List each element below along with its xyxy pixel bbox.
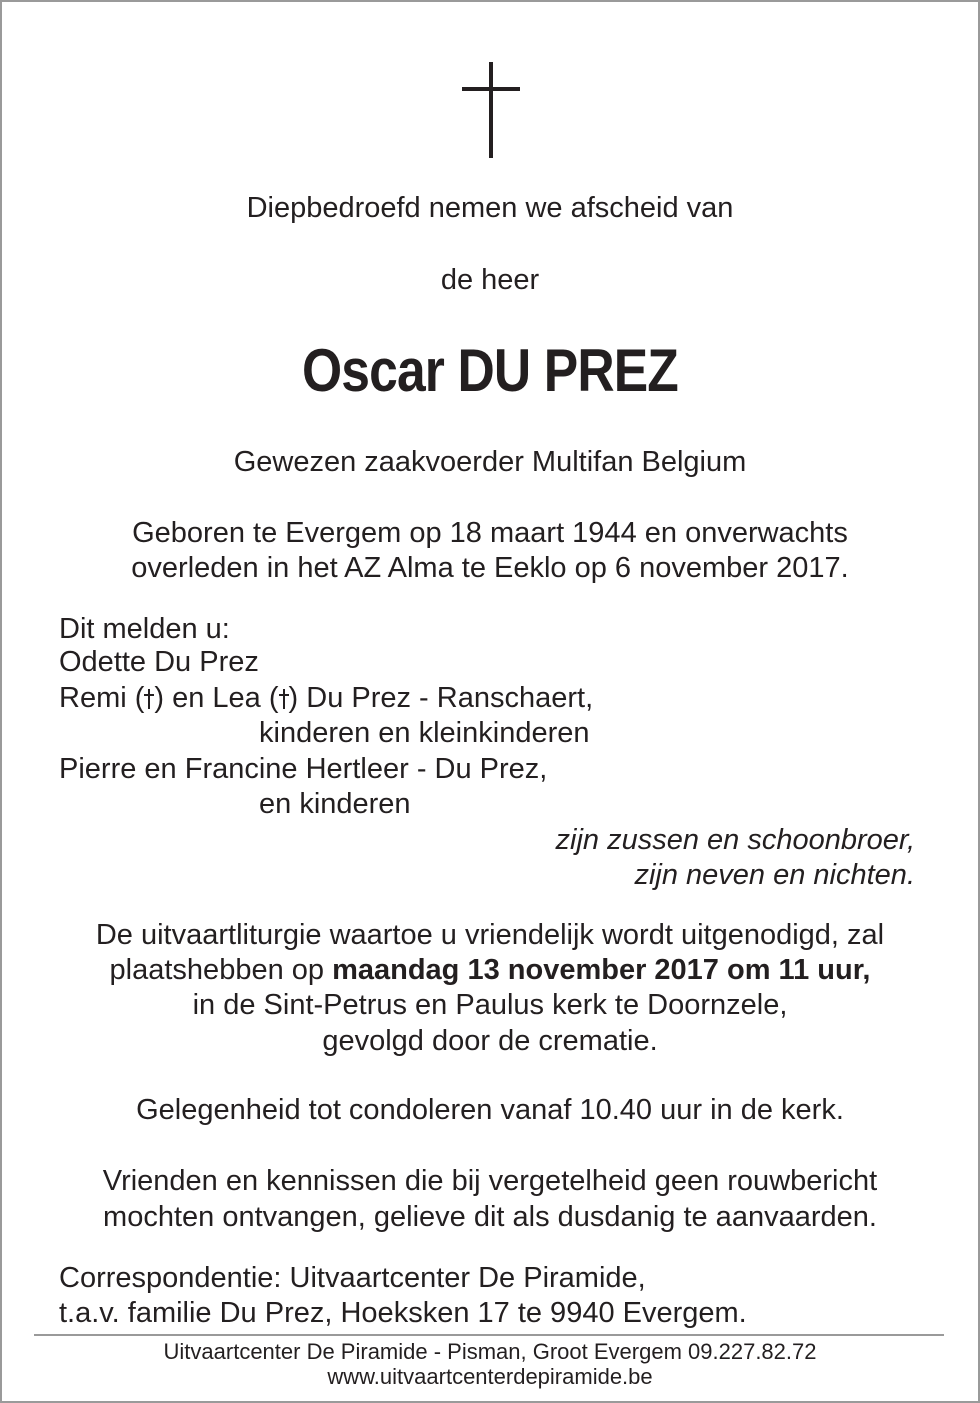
deceased-cross-icon	[144, 689, 154, 709]
cross-icon	[462, 62, 520, 158]
funeral-date: maandag 13 november 2017 om 11 uur,	[332, 954, 871, 986]
correspondence-line-2: t.a.v. familie Du Prez, Hoeksken 17 te 9940 Evergem.	[59, 1297, 747, 1329]
announcer-remi-children: kinderen en kleinkinderen	[259, 717, 590, 749]
funeral-line-2: plaatshebben op maandag 13 november 2017 om 11 uur,	[109, 954, 871, 986]
death-line: overleden in het AZ Alma te Eeklo op 6 november 2017.	[131, 552, 849, 584]
footer-divider	[34, 1334, 944, 1336]
occupation: Gewezen zaakvoerder Multifan Belgium	[233, 446, 747, 478]
announcer-odette: Odette Du Prez	[59, 646, 259, 678]
correspondence-line-1: Correspondentie: Uitvaartcenter De Piramide,	[59, 1262, 646, 1294]
footer-website: www.uitvaartcenterdepiramide.be	[327, 1364, 653, 1389]
notice-line-2: mochten ontvangen, gelieve dit als dusdanig te aanvaarden.	[103, 1201, 877, 1233]
salutation: de heer	[440, 264, 540, 296]
birth-line: Geboren te Evergem op 18 maart 1944 en onverwachts	[132, 517, 848, 549]
announcer-remi: Remi ( ) en Lea ( ) Du Prez - Ranschaert,	[59, 682, 594, 714]
announcers-intro: Dit melden u:	[59, 613, 230, 645]
funeral-line-4: gevolgd door de crematie.	[322, 1025, 658, 1057]
intro-text: Diepbedroefd nemen we afscheid van	[246, 192, 734, 224]
announcer-pierre: Pierre en Francine Hertleer - Du Prez,	[59, 753, 548, 785]
cousins-line: zijn neven en nichten.	[634, 859, 915, 891]
footer-company: Uitvaartcenter De Piramide - Pisman, Groot Evergem 09.227.82.72	[163, 1339, 817, 1364]
deceased-name: Oscar DU PREZ	[302, 337, 678, 404]
notice-line-1: Vrienden en kennissen die bij vergetelheid geen rouwbericht	[102, 1165, 878, 1197]
siblings-line: zijn zussen en schoonbroer,	[555, 824, 915, 856]
deceased-cross-icon	[279, 689, 289, 709]
funeral-line-1: De uitvaartliturgie waartoe u vriendelijk wordt uitgenodigd, zal	[95, 919, 885, 951]
funeral-line-3: in de Sint-Petrus en Paulus kerk te Doornzele,	[192, 989, 788, 1021]
condolences: Gelegenheid tot condoleren vanaf 10.40 uur in de kerk.	[136, 1094, 844, 1126]
announcer-pierre-children: en kinderen	[259, 788, 411, 820]
